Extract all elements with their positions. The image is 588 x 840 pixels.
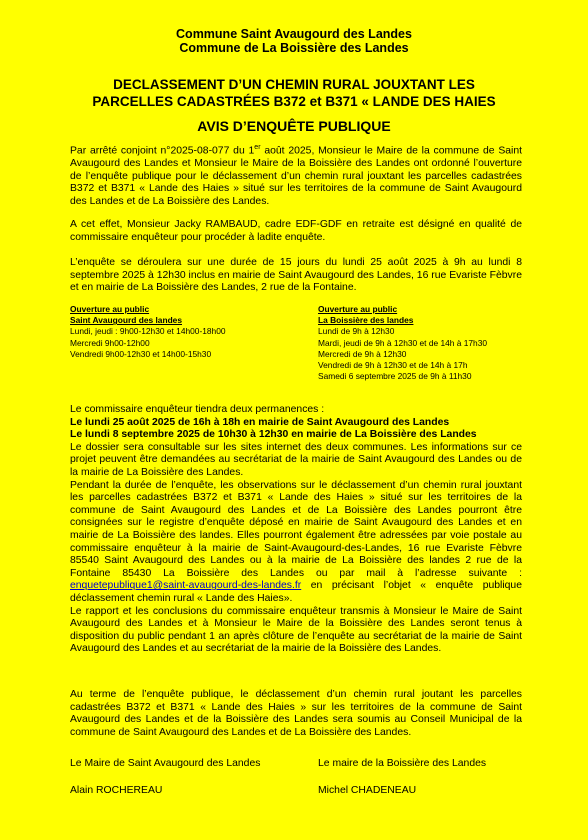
signature-left-role: Le Maire de Saint Avaugourd des Landes [70,758,261,769]
title-line-2: PARCELLES CADASTRÉES B372 et B371 « LANDE DES HAIES [92,94,496,109]
title-line-1: DECLASSEMENT D’UN CHEMIN RURAL JOUXTANT LES [113,77,475,92]
arrete-text-before: Par arrêté conjoint n°2025-08-077 du 1 [70,145,255,157]
paragraph-commissaire: A cet effet, Monsieur Jacky RAMBAUD, cadre EDF-GDF en retraite est désigné en qualité de commissaire enquêteur pour procéder à ladite enquête. [70,219,522,243]
arrete-sup: er [254,144,261,151]
hours-left-line: Lundi, jeudi : 9h00-12h30 et 14h00-18h00 [70,326,226,337]
commune-2: Commune de La Boissière des Landes [179,41,409,55]
hours-left-line: Vendredi 9h00-12h30 et 14h00-15h30 [70,348,212,359]
hours-right-heading-2: La Boissière des landes [318,315,414,326]
paragraph-conclusion: Au terme de l’enquête publique, le déclassement d’un chemin rural joutant les parcelles cadastrées B372 et B371 « Lande des Haies » sur les territoires de la commune de Saint Avaugourd des Landes et de la Boissière des Landes sera soumis au Conseil Municipal de la commune de Saint Avaugourd des Landes et de La Boissière des Landes. [70,689,522,738]
hours-right-heading-1: Ouverture au public [318,304,398,314]
observations-after: en précisant l’objet « enquête publique déclassement chemin rural « Lande des Haies». [70,580,522,604]
signature-right-role: Le maire de la Boissière des Landes [318,758,487,769]
permanence-2: Le lundi 8 septembre 2025 de 10h30 à 12h30 en mairie de La Boissière des Landes [70,429,477,441]
commune-1: Commune Saint Avaugourd des Landes [176,27,412,41]
paragraph-dossier: Le dossier sera consultable sur les sites internet des deux communes. Les informations sur ce projet peuvent être demandées au secrétariat de la mairie de Saint Avaugourd des Landes ou de la mairie de La Boissière des Landes. [70,441,522,478]
hours-right-line: Vendredi de 9h à 12h30 et de 14h à 17h [318,360,468,371]
permanence-1: Le lundi 25 août 2025 de 16h à 18h en mairie de Saint Avaugourd des Landes [70,416,450,428]
paragraph-observations [70,480,522,606]
notice-subtitle: AVIS D’ENQUÊTE PUBLIQUE [197,118,391,134]
hours-right-line: Lundi de 9h à 12h30 [318,326,395,337]
permanences-block [70,404,522,656]
arrete-text-after: août 2025, Monsieur le Maire de la commune de Saint Avaugourd des Landes et Monsieur le Maire de la Boissière des Landes ont ordonné l’ouverture de l’enquête publique pour le déclassement d’un chemin rural jouxtant les parcelles cadastrées B372 et B371 « Lande des Haies » situé sur les territoires de la commune de Saint Avaugourd des Landes et de La Boissière des Landes. [70,145,522,207]
permanences-intro: Le commissaire enquêteur tiendra deux permanences : [70,404,325,415]
email-link[interactable]: enquetepublique1@saint-avaugourd-des-landes.fr [70,580,302,592]
hours-saint-avaugourd [70,304,300,360]
hours-left-heading-1: Ouverture au public [70,304,150,314]
hours-left-heading-2: Saint Avaugourd des landes [70,315,182,326]
paragraph-arrete [70,142,522,208]
observations-text: Pendant la durée de l’enquête, les observations sur le déclassement d’un chemin rural jouxtant les parcelles cadastrées B372 et B371 « Lande des Haies » situé sur les territoires de la commune de Saint Avaugourd des Landes et de La Boissière des Landes pourront être consignées sur le registre d’enquête déposé en mairie de Saint Avaugourd des Landes et en mairie de La Boissière des landes. Elles pourront également être adressées par voie postale au commissaire enquêteur à la mairie de Saint-Avaugourd-des-Landes, 16 rue Evariste Fèbvre 85540 Saint Avaugourd des Landes ou à la mairie de La Boissière des landes 2 rue de la Fontaine 85430 La Boissière des Landes ou par mail à l’adresse suivante : [70,479,522,579]
signature-left-name: Alain ROCHEREAU [70,785,163,796]
signature-right-name: Michel CHADENEAU [318,785,417,796]
paragraph-duree: L’enquête se déroulera sur une durée de 15 jours du lundi 25 août 2025 à 9h au lundi 8 septembre 2025 à 12h30 inclus en mairie de Saint Avaugourd des Landes, 16 rue Evariste Fèbvre et en mairie de La Boissière des Landes, 2 rue de la Fontaine. [70,257,522,294]
hours-la-boissiere [318,304,528,382]
hours-right-line: Samedi 6 septembre 2025 de 9h à 11h30 [318,371,472,382]
hours-left-line: Mercredi 9h00-12h00 [70,337,150,348]
hours-right-line: Mercredi de 9h à 12h30 [318,348,407,359]
hours-right-line: Mardi, jeudi de 9h à 12h30 et de 14h à 17h30 [318,337,488,348]
paragraph-rapport: Le rapport et les conclusions du commissaire enquêteur transmis à Monsieur le Maire de Saint Avaugourd des Landes et à Monsieur le Maire de la Boissière des Landes seront tenus à disposition du public pendant 1 an après clôture de l’enquête au secrétariat de la mairie de Saint Avaugourd des Landes et au secrétariat de la mairie de la Boissière des Landes. [70,605,522,655]
